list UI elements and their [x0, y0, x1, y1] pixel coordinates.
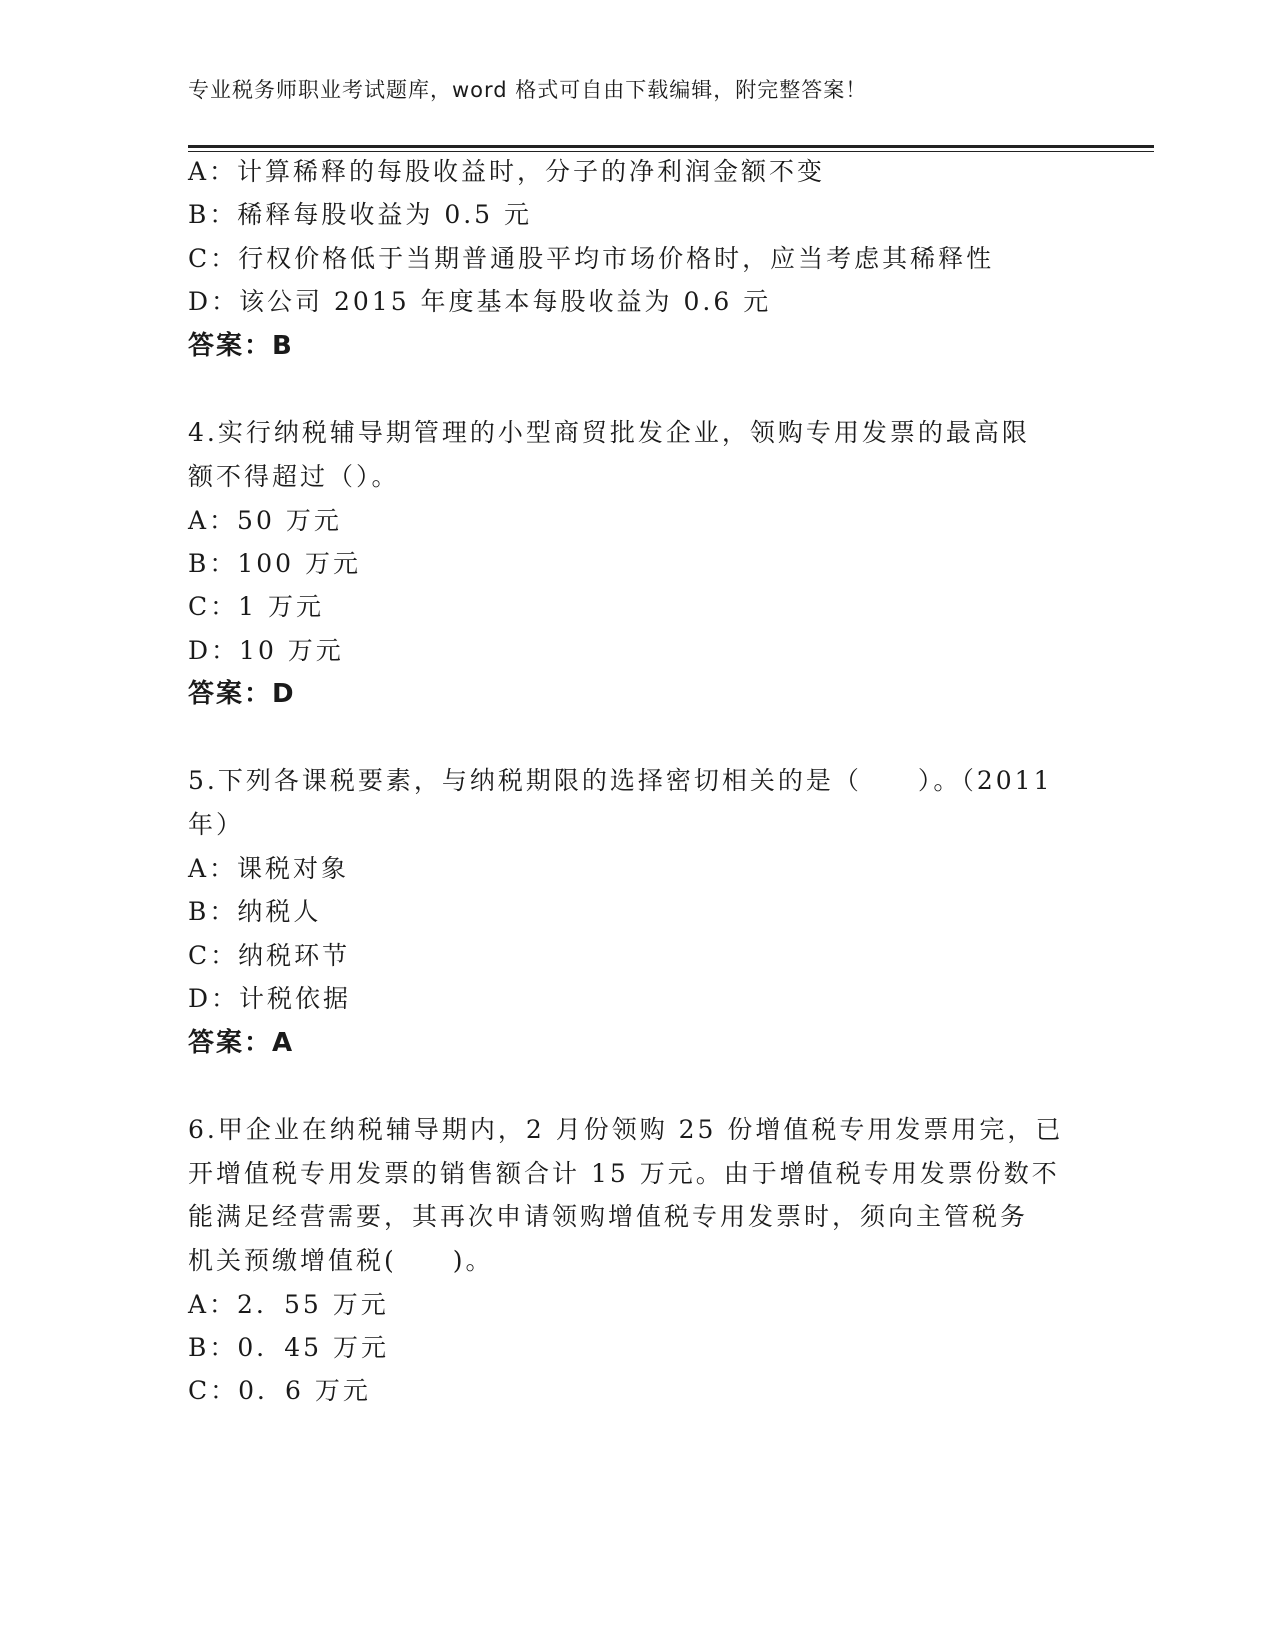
q5-option-d: D：计税依据: [188, 984, 352, 1013]
q4-answer: 答案：D: [188, 679, 296, 709]
q3-option-c: C：行权价格低于当期普通股平均市场价格时，应当考虑其稀释性: [188, 244, 995, 273]
q6-option-a: A：2．55 万元: [188, 1290, 389, 1319]
page-header: 专业税务师职业考试题库，word 格式可自由下载编辑，附完整答案！: [188, 78, 868, 102]
q6-stem-line-4: 机关预缴增值税( )。: [188, 1246, 494, 1275]
q5-option-c: C：纳税环节: [188, 941, 351, 970]
q4-stem-line-2: 额不得超过（）。: [188, 462, 400, 491]
q5-stem-line-2: 年）: [188, 810, 245, 839]
q6-option-b: B：0．45 万元: [188, 1333, 390, 1362]
q4-option-d: D：10 万元: [188, 636, 344, 665]
q6-stem-line-3: 能满足经营需要，其再次申请领购增值税专用发票时，须向主管税务: [188, 1202, 1029, 1231]
q4-option-c: C：1 万元: [188, 592, 324, 621]
q5-option-b: B：纳税人: [188, 897, 322, 926]
q5-stem-line-1: 5.下列各课税要素，与纳税期限的选择密切相关的是（ ）。（2011: [188, 766, 1053, 795]
header-rule-thin: [188, 151, 1154, 152]
q5-answer: 答案：A: [188, 1028, 295, 1058]
q5-option-a: A：课税对象: [188, 854, 350, 883]
q3-option-b: B：稀释每股收益为 0.5 元: [188, 200, 533, 229]
q3-option-d: D：该公司 2015 年度基本每股收益为 0.6 元: [188, 287, 772, 316]
q6-stem-line-1: 6.甲企业在纳税辅导期内，2 月份领购 25 份增值税专用发票用完，已: [188, 1115, 1064, 1144]
q3-answer: 答案：B: [188, 331, 294, 361]
header-rule-thick: [188, 145, 1154, 148]
q6-option-c: C：0．6 万元: [188, 1376, 371, 1405]
q6-stem-line-2: 开增值税专用发票的销售额合计 15 万元。由于增值税专用发票份数不: [188, 1159, 1060, 1188]
q4-stem-line-1: 4.实行纳税辅导期管理的小型商贸批发企业，领购专用发票的最高限: [188, 418, 1030, 447]
q4-option-a: A：50 万元: [188, 506, 342, 535]
q4-option-b: B：100 万元: [188, 549, 362, 578]
q3-option-a: A：计算稀释的每股收益时，分子的净利润金额不变: [188, 157, 826, 186]
